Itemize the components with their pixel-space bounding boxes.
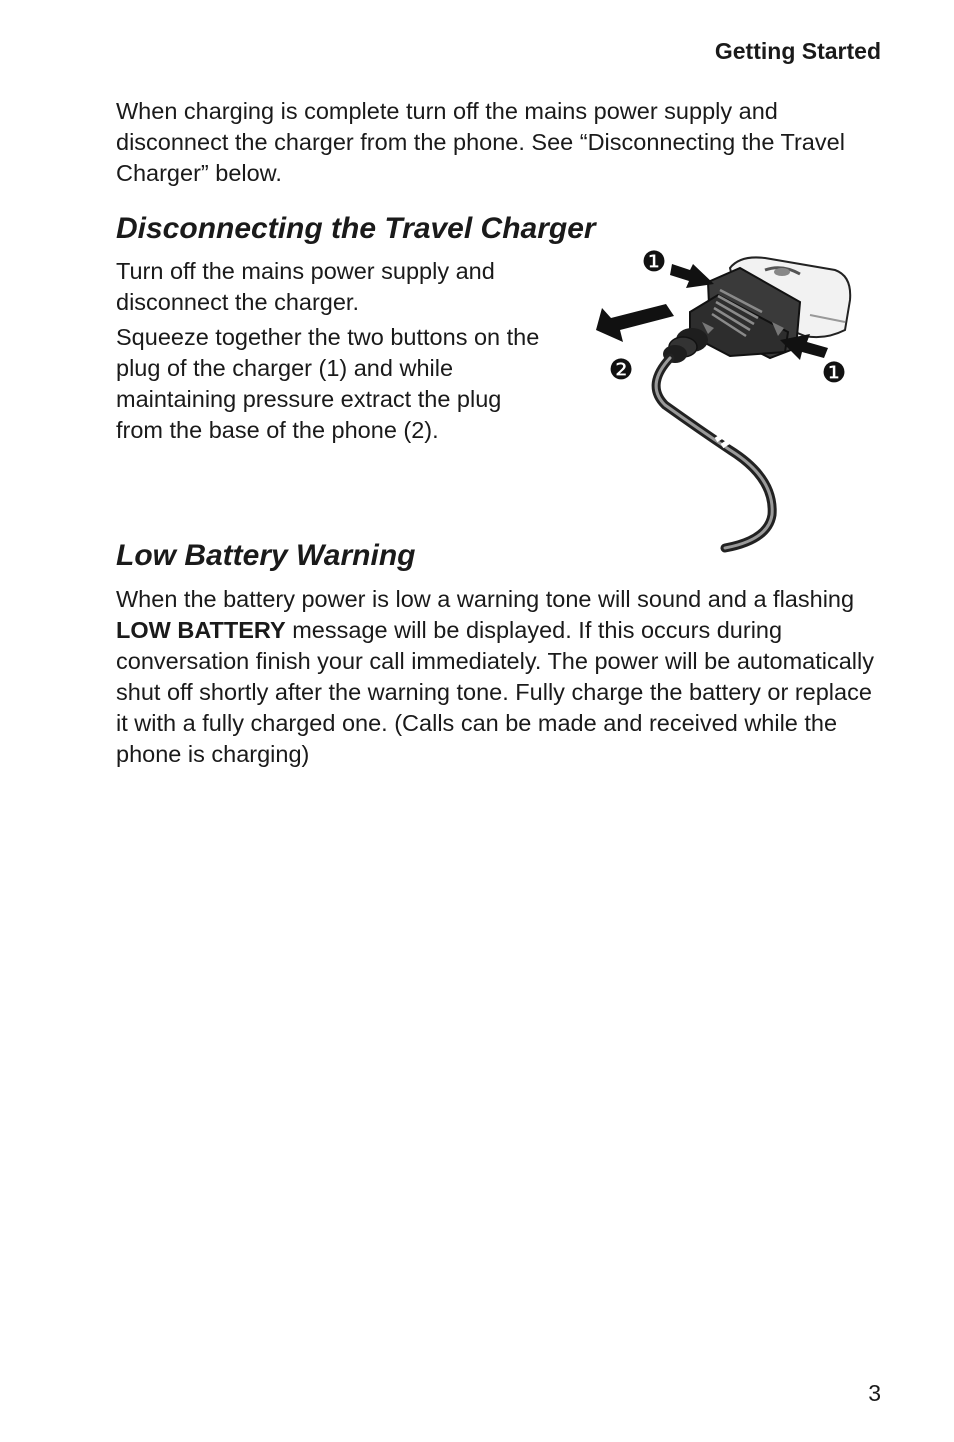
squeeze-arrow-top: [670, 264, 714, 288]
disconnect-paragraph-1: Turn off the mains power supply and disconnect the charger.: [116, 258, 495, 315]
heading-low-battery-warning: Low Battery Warning: [116, 539, 416, 572]
pull-out-arrow: [596, 304, 674, 342]
low-battery-paragraph: [116, 584, 886, 770]
low-battery-text-before: When the battery power is low a warning tone will sound and a flashing: [116, 586, 855, 612]
heading-disconnecting-travel-charger: Disconnecting the Travel Charger: [116, 212, 596, 245]
low-battery-message-term: LOW BATTERY: [116, 617, 286, 643]
disconnect-paragraph-2: Squeeze together the two buttons on the plug of the charger (1) and while maintaining pressure extract the plug from the base of the phone (2).: [116, 324, 540, 443]
step-marker-2: ❷: [608, 353, 634, 386]
page-number: 3: [868, 1380, 881, 1406]
low-battery-text-after: message will be displayed. If this occurs during conversation finish your call immediately. The power will be automatically shut off shortly after the warning tone. Fully charge the battery or replace it with a fully charged one. (Calls can be made and received while the phone is charging): [116, 617, 874, 767]
charger-disconnect-illustration: [590, 240, 860, 560]
running-header: Getting Started: [714, 38, 881, 64]
step-marker-1-top: ❶: [641, 245, 667, 278]
intro-paragraph: When charging is complete turn off the mains power supply and disconnect the charger from the phone. See “Disconnecting the Travel Charger” below.: [116, 98, 845, 186]
charger-cable-drawing: [656, 358, 772, 548]
step-marker-1-bottom: ❶: [821, 356, 847, 389]
